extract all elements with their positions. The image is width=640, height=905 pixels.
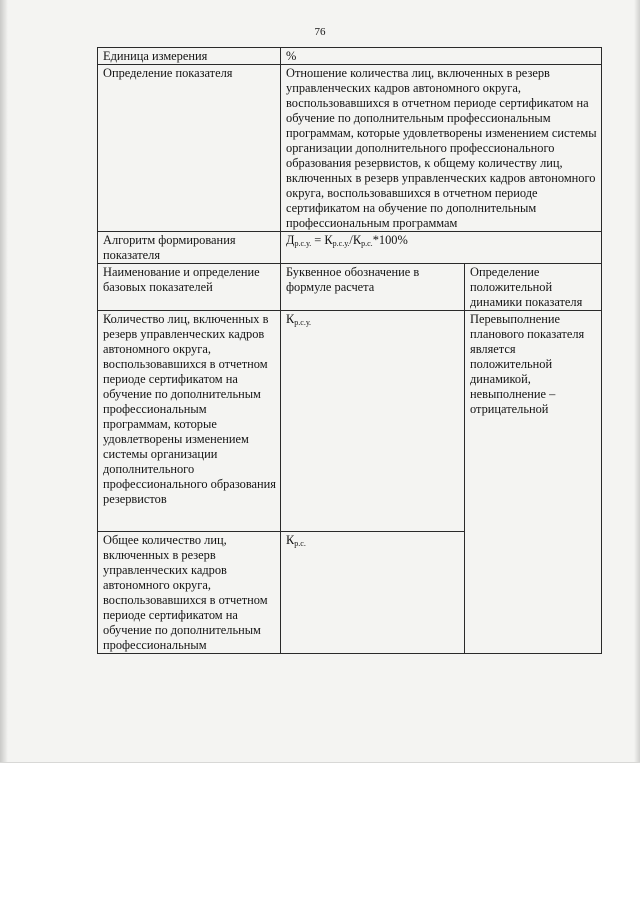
algorithm-formula — [281, 232, 602, 264]
header-name: Наименование и определение базовых показателей — [98, 264, 281, 311]
formula-equals: = — [311, 233, 325, 247]
formula — [286, 233, 408, 247]
table-row-definition — [98, 65, 602, 232]
dynamics-description: Перевыполнение планового показателя является положительной динамикой, невыполнение – отрицательной — [465, 311, 602, 532]
symbol-letter: К — [286, 312, 295, 326]
table-header-row — [98, 264, 602, 311]
base-indicator-name: Количество лиц, включенных в резерв управленческих кадров автономного округа, воспользовавшихся в отчетном периоде сертификатом на обучение по дополнительным профессиональным программам, которые удовлетворены изменением системы организации дополнительного профессионального образования резервистов — [98, 311, 281, 532]
formula-numerator-subscript: р.с.у. — [332, 239, 350, 248]
formula-result-symbol: Д — [286, 233, 295, 247]
unit-value: % — [281, 48, 602, 65]
table-row-base-indicator-1 — [98, 311, 602, 532]
table-row-unit — [98, 48, 602, 65]
formula-numerator-symbol: К — [324, 233, 333, 247]
indicator-table — [97, 47, 602, 654]
definition-label: Определение показателя — [98, 65, 281, 232]
formula-divide: / — [349, 233, 353, 247]
algorithm-label: Алгоритм формирования показателя — [98, 232, 281, 264]
base-indicator-symbol — [281, 532, 465, 654]
page-number: 76 — [314, 26, 326, 38]
base-indicator-symbol — [281, 311, 465, 532]
definition-value: Отношение количества лиц, включенных в резерв управленческих кадров автономного округа, воспользовавшихся в отчетном периоде сертификатом на обучение по дополнительным профессиональным программам, которые удовлетворены изменением системы организации дополнительного профессионального образования резервистов, к общему количеству лиц, включенных в резерв управленческих кадров автономного округа, воспользовавшихся в отчетном периоде сертификатом на обучение по дополнительным профессиональным программам — [281, 65, 602, 232]
formula-denominator-subscript: р.с. — [361, 239, 373, 248]
dynamics-continuation-cell — [465, 532, 602, 654]
base-indicator-name: Общее количество лиц, включенных в резерв управленческих кадров автономного округа, воспользовавшихся в отчетном периоде сертификатом на обучение по дополнительным профессиональным — [98, 532, 281, 654]
header-dynamics: Определение положительной динамики показателя — [465, 264, 602, 311]
header-symbol: Буквенное обозначение в формуле расчета — [281, 264, 465, 311]
unit-label: Единица измерения — [98, 48, 281, 65]
table-row-base-indicator-2 — [98, 532, 602, 654]
table-row-algorithm — [98, 232, 602, 264]
formula-denominator-symbol: К — [352, 233, 362, 247]
formula-multiplier: *100% — [372, 233, 408, 247]
symbol-subscript: р.с.у. — [294, 318, 312, 327]
symbol-letter: К — [286, 533, 295, 547]
symbol-subscript: р.с. — [294, 539, 306, 548]
formula-result-subscript: р.с.у. — [294, 239, 312, 248]
